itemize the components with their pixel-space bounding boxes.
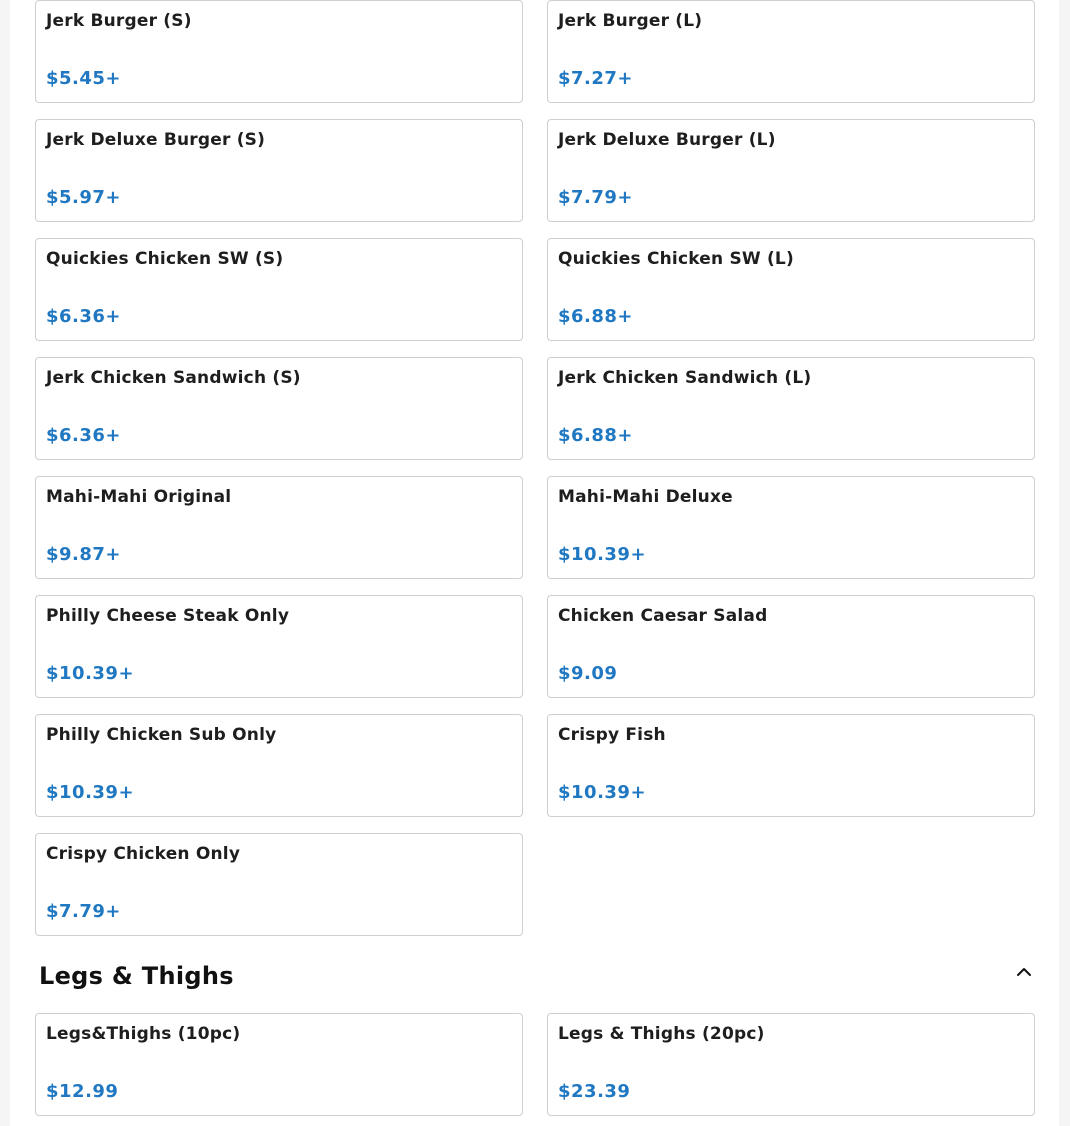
menu-item-card[interactable] (547, 0, 1035, 103)
menu-item-name: Crispy Chicken Only (46, 844, 241, 864)
menu-item-name: Jerk Deluxe Burger (L) (558, 130, 776, 150)
menu-item-card[interactable] (35, 238, 523, 341)
menu-item-card[interactable] (35, 119, 523, 222)
menu-item-name: Jerk Burger (L) (558, 11, 703, 31)
menu-item-name: Jerk Chicken Sandwich (S) (46, 368, 301, 388)
menu-item-card[interactable] (35, 357, 523, 460)
menu-item-name: Jerk Chicken Sandwich (L) (558, 368, 812, 388)
menu-item-name: Mahi-Mahi Deluxe (558, 487, 733, 507)
menu-item-name: Quickies Chicken SW (L) (558, 249, 794, 269)
menu-item-card[interactable] (547, 595, 1035, 698)
menu-item-name: Mahi-Mahi Original (46, 487, 232, 507)
menu-item-card[interactable] (35, 1013, 523, 1116)
menu-item-name: Jerk Deluxe Burger (S) (46, 130, 266, 150)
menu-item-price: $5.97+ (46, 187, 122, 208)
menu-item-name: Legs & Thighs (20pc) (558, 1024, 765, 1044)
menu-item-price: $6.88+ (558, 425, 634, 446)
menu-item-price: $7.27+ (558, 68, 634, 89)
menu-item-price: $7.79+ (46, 901, 122, 922)
menu-item-name: Quickies Chicken SW (S) (46, 249, 284, 269)
menu-item-name: Philly Chicken Sub Only (46, 725, 277, 745)
menu-item-card[interactable] (547, 476, 1035, 579)
menu-item-price: $7.79+ (558, 187, 634, 208)
menu-item-price: $6.88+ (558, 306, 634, 327)
menu-item-card[interactable] (547, 357, 1035, 460)
chevron-up-icon[interactable] (1014, 962, 1034, 982)
menu-item-price: $9.09 (558, 663, 618, 684)
menu-item-price: $5.45+ (46, 68, 122, 89)
menu-item-name: Legs&Thighs (10pc) (46, 1024, 241, 1044)
section-item-grid (35, 1013, 1034, 1116)
section-title: Legs & Thighs (39, 962, 234, 990)
menu-item-price: $10.39+ (46, 663, 135, 684)
menu-item-card[interactable] (547, 714, 1035, 817)
menu-item-price: $6.36+ (46, 306, 122, 327)
menu-item-card[interactable] (35, 476, 523, 579)
menu-item-name: Crispy Fish (558, 725, 666, 745)
menu-item-card[interactable] (35, 595, 523, 698)
menu-item-card[interactable] (547, 119, 1035, 222)
menu-item-name: Chicken Caesar Salad (558, 606, 768, 626)
menu-item-name: Jerk Burger (S) (46, 11, 192, 31)
menu-item-price: $10.39+ (46, 782, 135, 803)
menu-item-price: $6.36+ (46, 425, 122, 446)
menu-item-grid (35, 0, 1034, 936)
menu-page (10, 0, 1059, 1126)
menu-item-card[interactable] (35, 833, 523, 936)
menu-item-name: Philly Cheese Steak Only (46, 606, 290, 626)
menu-item-card[interactable] (547, 238, 1035, 341)
menu-item-price: $9.87+ (46, 544, 122, 565)
menu-item-price: $10.39+ (558, 544, 647, 565)
menu-item-card[interactable] (547, 1013, 1035, 1116)
section-header-legs-thighs[interactable] (39, 958, 1034, 998)
menu-item-price: $10.39+ (558, 782, 647, 803)
menu-item-price: $12.99 (46, 1081, 119, 1102)
menu-item-card[interactable] (35, 0, 523, 103)
menu-item-price: $23.39 (558, 1081, 631, 1102)
menu-item-card[interactable] (35, 714, 523, 817)
